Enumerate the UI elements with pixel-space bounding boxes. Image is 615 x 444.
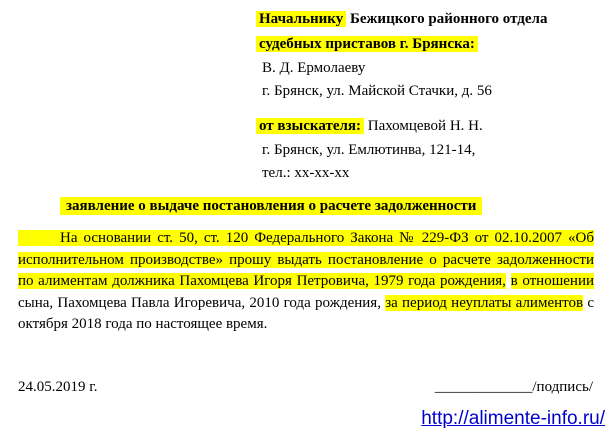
recipient-title-highlight: Начальнику — [256, 11, 346, 27]
body-highlight-period: за период неуплаты алиментов — [385, 294, 584, 311]
document-date: 24.05.2019 г. — [18, 379, 98, 395]
body-part-1: На основании ст. 50, ст. 120 Федерального Закона № 229-ФЗ от 02.10.2007 «Об исполнительном производстве» прошу выдать постановление о расчете задолженности по алиментам должника Пахомцева Игоря Петровича, 1979 года рождения, — [18, 230, 594, 289]
recipient-name: В. Д. Ермолаеву — [262, 60, 366, 76]
recipient-title-line2 — [256, 33, 478, 55]
claimant-phone: тел.: хх-хх-хх — [262, 165, 350, 181]
recipient-address: г. Брянск, ул. Майской Стачки, д. 56 — [262, 83, 492, 99]
body-highlight-relation: в отношении — [510, 273, 595, 289]
body-part-3: с октября 2018 года по настоящее время. — [18, 294, 594, 332]
body-highlight-lead — [18, 230, 594, 289]
watermark-link[interactable]: http://alimente-info.ru/ — [421, 408, 605, 429]
recipient-department: Бежицкого районного отдела — [349, 11, 548, 27]
body-paragraph — [18, 228, 594, 336]
signature-line: _____________/подпись/ — [434, 379, 593, 395]
document-heading: заявление о выдаче постановления о расчете задолженности — [60, 197, 482, 215]
claimant-name: Пахомцевой Н. Н. — [367, 118, 483, 134]
recipient-title-line1 — [256, 8, 547, 30]
body-part-2: сына, Пахомцева Павла Игоревича, 2010 года рождения, — [18, 294, 381, 311]
claimant-address: г. Брянск, ул. Емлютинва, 121-14, — [262, 142, 476, 158]
claimant-label: от взыскателя: — [256, 118, 364, 134]
document-heading-wrap — [60, 195, 482, 217]
recipient-title-highlight-2: судебных приставов г. Брянска: — [256, 36, 478, 52]
claimant-line — [256, 115, 483, 137]
